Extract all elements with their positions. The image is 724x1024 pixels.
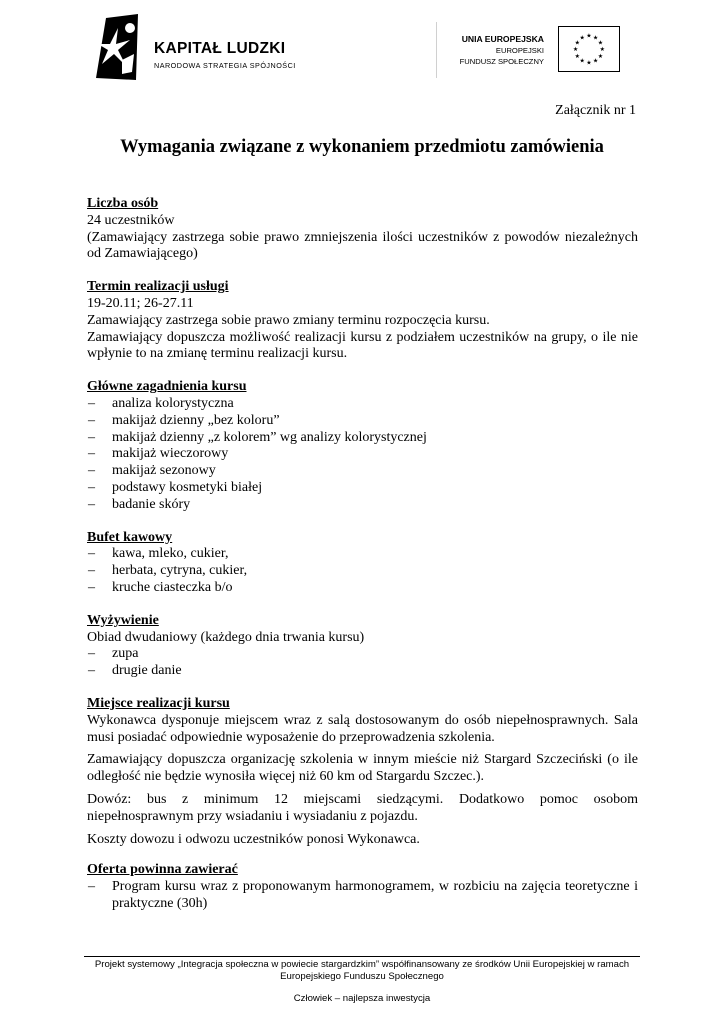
- list-item: – badanie skóry: [87, 497, 638, 514]
- kapital-ludzki-logo: [92, 14, 312, 80]
- list-item: – herbata, cytryna, cukier,: [87, 563, 638, 580]
- left-logo-subtitle: NARODOWA STRATEGIA SPÓJNOŚCI: [154, 61, 296, 70]
- section-heading: Wyżywienie: [87, 612, 159, 628]
- list-item: – kruche ciasteczka b/o: [87, 580, 638, 597]
- section-topics: [87, 379, 638, 513]
- eu-star-icon: ★: [579, 57, 586, 65]
- meals-list: [87, 646, 638, 680]
- eu-star-icon: ★: [574, 39, 581, 47]
- topics-list: [87, 396, 638, 514]
- eu-flag-icon: [558, 26, 620, 72]
- eu-logo-text: [460, 34, 544, 67]
- section-heading: Oferta powinna zawierać: [87, 862, 238, 878]
- eu-star-icon: ★: [579, 34, 586, 42]
- eu-star-icon: ★: [586, 32, 592, 40]
- list-item: – makijaż dzienny „z kolorem” wg analizy kolorystycznej: [87, 430, 638, 447]
- section-heading: Główne zagadnienia kursu: [87, 379, 247, 395]
- list-item: – drugie danie: [87, 663, 638, 680]
- schedule-note-2: Zamawiający dopuszcza możliwość realizacji kursu z podziałem uczestników na grupy, o ile nie wpłynie to na zmianę terminu realizacji kursu.: [87, 329, 638, 362]
- eu-star-icon: ★: [599, 46, 606, 54]
- participant-note: (Zamawiający zastrzega sobie prawo zmniejszenia ilości uczestników z powodów niezależnych od Zamawiającego): [87, 229, 638, 262]
- kapital-ludzki-emblem-icon: [92, 14, 148, 80]
- venue-paragraph-4: Koszty dowozu i odwozu uczestników ponosi Wykonawca.: [87, 831, 420, 847]
- list-item: – analiza kolorystyczna: [87, 396, 638, 413]
- list-item: – makijaż sezonowy: [87, 463, 638, 480]
- section-heading: Termin realizacji usługi: [87, 279, 229, 295]
- eu-logo-line2: EUROPEJSKI: [495, 46, 544, 55]
- annex-label: Załącznik nr 1: [555, 103, 636, 118]
- footer-slogan: Człowiek – najlepsza inwestycja: [293, 993, 431, 1004]
- section-participants: [87, 196, 638, 263]
- footer-project-info: Projekt systemowy „Integracja społeczna w powiecie stargardzkim” współfinansowany ze środków Unii Europejskiej w ramach Europejskiego Funduszu Społecznego: [94, 959, 630, 982]
- section-schedule: [87, 279, 638, 363]
- eu-logo-line1: UNIA EUROPEJSKA: [461, 34, 544, 44]
- venue-paragraph-1: Wykonawca dysponuje miejscem wraz z salą dostosowanym do osób niepełnosprawnych. Sala musi posiadać odpowiednie wyposażenie do przeprowadzenia szkolenia.: [87, 712, 638, 745]
- list-item: – kawa, mleko, cukier,: [87, 546, 638, 563]
- document-title: Wymagania związane z wykonaniem przedmiotu zamówienia: [120, 137, 604, 157]
- eu-logo-line3: FUNDUSZ SPOŁECZNY: [459, 57, 544, 66]
- footer-divider: [84, 956, 640, 957]
- schedule-note-1: Zamawiający zastrzega sobie prawo zmiany terminu rozpoczęcia kursu.: [87, 312, 490, 328]
- schedule-dates: 19-20.11; 26-27.11: [87, 295, 194, 311]
- list-item: – podstawy kosmetyki białej: [87, 480, 638, 497]
- venue-paragraph-3: Dowóz: bus z minimum 12 miejscami siedzącymi. Dodatkowo pomoc osobom niepełnosprawnym przy wsiadaniu i wysiadaniu z pojazdu.: [87, 791, 638, 824]
- list-item: – zupa: [87, 646, 638, 663]
- eu-star-icon: ★: [574, 52, 581, 60]
- logo-divider: [436, 22, 437, 78]
- eu-logo: [436, 22, 620, 78]
- eu-star-icon: ★: [586, 59, 592, 67]
- section-offer: [87, 862, 638, 912]
- eu-star-icon: ★: [572, 46, 579, 54]
- list-item: – makijaż dzienny „bez koloru”: [87, 413, 638, 430]
- eu-star-icon: ★: [597, 52, 604, 60]
- section-heading: Miejsce realizacji kursu: [87, 695, 230, 711]
- eu-star-icon: ★: [592, 34, 599, 42]
- coffee-list: [87, 546, 638, 596]
- list-item: – makijaż wieczorowy: [87, 446, 638, 463]
- section-heading: Liczba osób: [87, 196, 159, 211]
- participant-count: 24 uczestników: [87, 212, 175, 228]
- section-meals: [87, 613, 638, 680]
- document-body: [87, 196, 638, 929]
- eu-star-icon: ★: [597, 39, 604, 47]
- venue-paragraph-2: Zamawiający dopuszcza organizację szkolenia w innym mieście niż Stargard Szczeciński (o ile odległość nie będzie wynosiła więcej niż 60 km od Stargardu Szczec.).: [87, 752, 638, 785]
- eu-star-icon: ★: [592, 57, 599, 65]
- offer-list: [87, 879, 638, 913]
- section-coffee: [87, 530, 638, 597]
- section-heading: Bufet kawowy: [87, 529, 173, 545]
- list-item: – Program kursu wraz z proponowanym harmonogramem, w rozbiciu na zajęcia teoretyczne i praktyczne (30h): [87, 879, 638, 913]
- left-logo-title: KAPITAŁ LUDZKI: [154, 40, 286, 57]
- section-venue: [87, 696, 638, 848]
- meals-intro: Obiad dwudaniowy (każdego dnia trwania kursu): [87, 629, 365, 645]
